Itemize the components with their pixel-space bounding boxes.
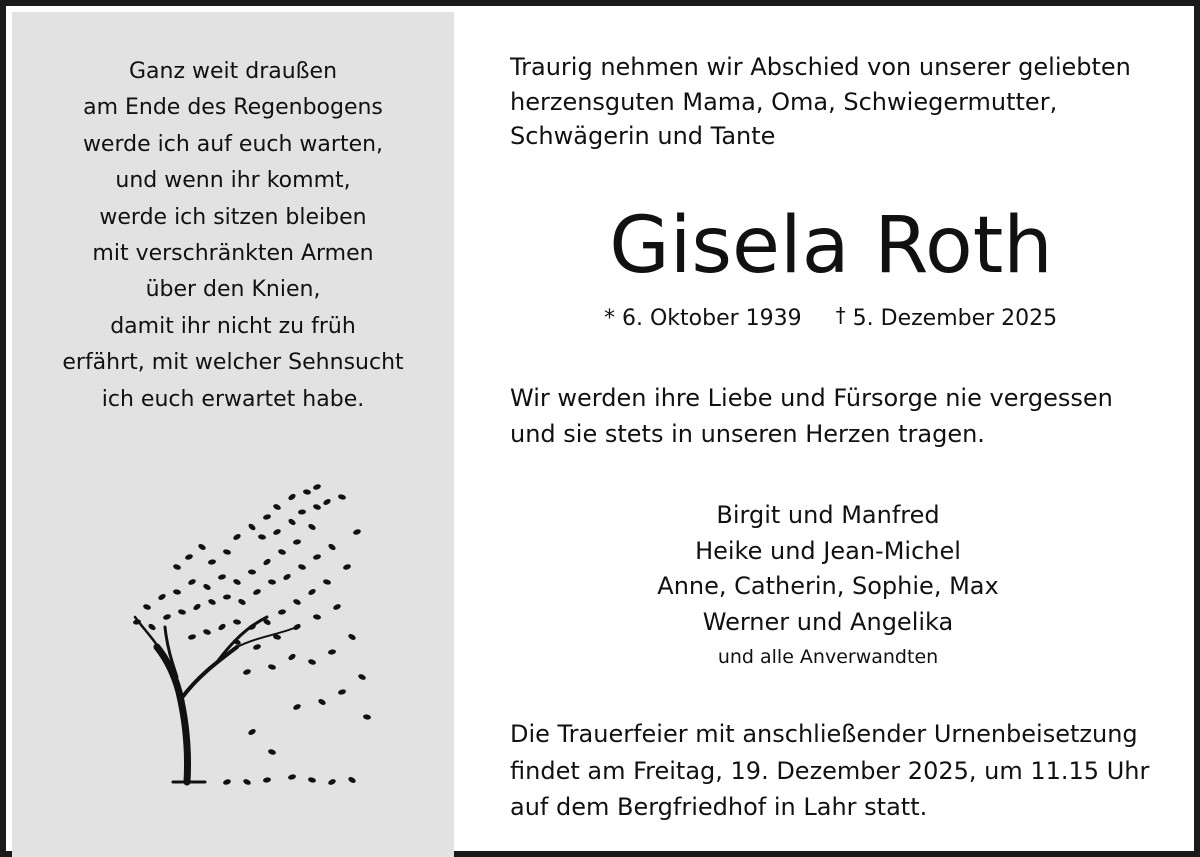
poem-panel: [12, 12, 454, 857]
obituary-text-panel: [454, 12, 1200, 857]
poem-line: am Ende des Regenbogens: [83, 95, 383, 121]
poem-line: Ganz weit draußen: [128, 59, 338, 84]
intro-line: herzensguten Mama, Oma, Schwiegermutter,: [510, 87, 1058, 116]
mourner-line: Heike und Jean-Michel: [695, 536, 961, 565]
poem-line: werde ich auf euch warten,: [82, 131, 384, 157]
poem-line: damit ihr nicht zu früh: [110, 313, 356, 339]
mourner-line: Werner und Angelika: [702, 607, 954, 636]
service-line: Die Trauerfeier mit anschließender Urnenbeisetzung: [510, 720, 1138, 748]
poem-line: werde ich sitzen bleiben: [99, 204, 367, 230]
poem-line: über den Knien,: [145, 277, 321, 303]
intro-line: Traurig nehmen wir Abschied von unserer geliebten: [510, 53, 1131, 81]
remembrance-text: [510, 380, 1113, 452]
remembrance-line: und sie stets in unseren Herzen tragen.: [510, 420, 985, 448]
service-line: auf dem Bergfriedhof in Lahr statt.: [510, 793, 928, 821]
mourner-line: Birgit und Manfred: [716, 501, 940, 529]
poem: [12, 54, 454, 418]
birth-date: * 6. Oktober 1939: [604, 306, 802, 331]
life-dates: [604, 303, 1058, 331]
poem-line: mit verschränkten Armen: [92, 241, 374, 267]
windswept-tree-icon: [117, 477, 387, 802]
death-date: 5. Dezember 2025: [852, 306, 1058, 331]
poem-line: und wenn ihr kommt,: [115, 168, 351, 194]
intro-text: [510, 50, 1131, 154]
service-line: findet am Freitag, 19. Dezember 2025, um 11.15 Uhr: [510, 756, 1150, 785]
mourner-line: Anne, Catherin, Sophie, Max: [657, 572, 999, 600]
cross-icon: †: [835, 303, 846, 327]
poem-line: erfährt, mit welcher Sehnsucht: [62, 350, 404, 376]
other-relatives: und alle Anverwandten: [717, 646, 939, 668]
intro-line: Schwägerin und Tante: [510, 122, 776, 150]
funeral-service-info: [510, 716, 1149, 826]
deceased-name: Gisela Roth: [609, 201, 1053, 291]
poem-line: ich euch erwartet habe.: [101, 386, 365, 412]
mourners-list: [454, 498, 1200, 674]
remembrance-line: Wir werden ihre Liebe und Fürsorge nie vergessen: [510, 384, 1113, 412]
